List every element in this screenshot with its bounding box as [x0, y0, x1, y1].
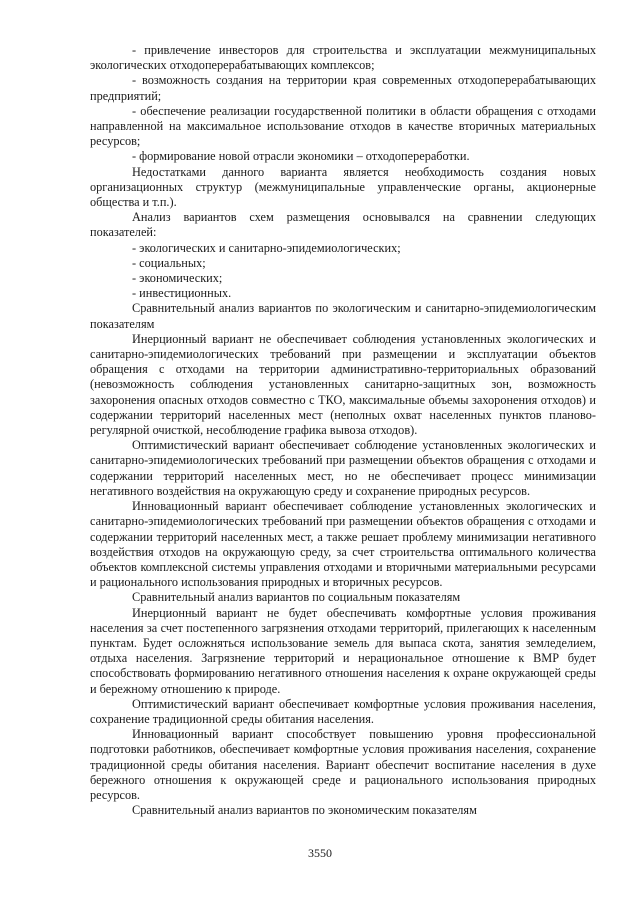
paragraph: Сравнительный анализ вариантов по социальным показателям — [132, 590, 461, 605]
paragraph: - обеспечение реализации государственной политики в области обращения с отходами направленной на максимальное использование отходов в качестве вторичных материальных ресурсов; — [90, 103, 596, 149]
document-body — [90, 43, 596, 818]
paragraph: Анализ вариантов схем размещения основывался на сравнении следующих показателей: — [90, 210, 596, 240]
paragraph: Сравнительный анализ вариантов по экономическим показателям — [132, 803, 477, 818]
paragraph: Оптимистический вариант обеспечивает комфортные условия проживания населения, сохранение традиционной среды обитания населения. — [90, 696, 596, 726]
paragraph: Сравнительный анализ вариантов по экологическим и санитарно-эпидемиологическим показателям — [90, 301, 596, 331]
list-item: - экологических и санитарно-эпидемиологических; — [132, 240, 401, 255]
page-number: 3550 — [308, 846, 332, 860]
list-item: - инвестиционных. — [132, 286, 232, 301]
paragraph: Инновационный вариант способствует повышению уровня профессиональной подготовки работников, обеспечивает комфортные условия проживания населения, сохранение традиционной среды обитания населения. Вариант обеспечит воспитание населения в духе бережного отношения к окружающей среде и рационального использования природных ресурсов. — [90, 727, 596, 802]
paragraph: Инерционный вариант не обеспечивает соблюдения установленных экологических и санитарно-эпидемиологических требований при размещении и эксплуатации объектов обращения с отходами на территории административно-территориальных образований (невозможность соблюдения установленных санитарно-защитных зон, возможность захоронения опасных отходов совместно с ТКО, максимальные объемы захоронения отходов) и содержании территорий населенных мест (неполных охват населенных пунктов планово-регулярной очисткой, несоблюдение графика вывоза отходов). — [90, 331, 596, 438]
paragraph: Инерционный вариант не будет обеспечивать комфортные условия проживания населения за счет постепенного загрязнения отходами территорий, прилегающих к населенным пунктам. Будет осложняться использование земель для выпаса скота, занятия земледелием, отдыха населения. Загрязнение территорий и нерациональное отношение к ВМР будет способствовать формированию негативного отношения населения к охране окружающей среды и бережному отношению к природе. — [90, 605, 596, 696]
paragraph: - формирование новой отрасли экономики – отходопереработки. — [132, 149, 470, 164]
list-item: - экономических; — [132, 271, 223, 286]
paragraph: - возможность создания на территории края современных отходоперерабатывающих предприятий; — [90, 73, 596, 103]
paragraph: Оптимистический вариант обеспечивает соблюдение установленных экологических и санитарно-эпидемиологических требований при размещении объектов обращения с отходами и содержании территорий населенных мест, но не обеспечивает процесс минимизации негативного воздействия на окружающую среду и сохранение природных ресурсов. — [90, 438, 596, 498]
paragraph: Недостатками данного варианта является необходимость создания новых организационных структур (межмуниципальные управленческие органы, акционерные общества и т.п.). — [90, 164, 596, 210]
list-item: - социальных; — [132, 255, 206, 270]
paragraph: Инновационный вариант обеспечивает соблюдение установленных экологических и санитарно-эпидемиологических требований при размещении объектов обращения с отходами и содержании территорий населенных мест, а также решает проблему минимизации негативного воздействия отходов на окружающую среду, за счет строительства оптимального количества объектов комплексной системы управления отходами и вторичными материальными ресурсами и рационального использования природных и вторичных ресурсов. — [90, 499, 596, 590]
paragraph: - привлечение инвесторов для строительства и эксплуатации межмуниципальных экологических отходоперерабатывающих комплексов; — [90, 43, 596, 73]
